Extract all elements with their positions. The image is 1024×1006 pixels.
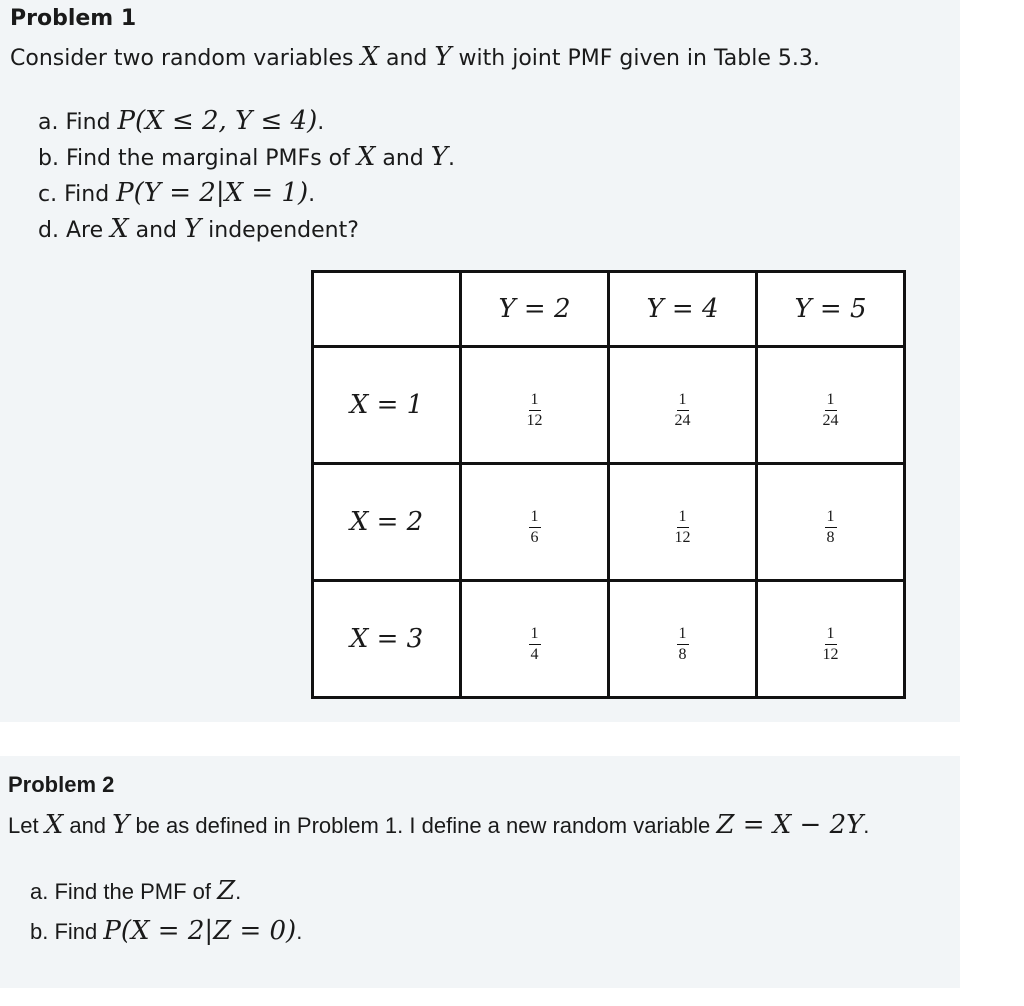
- row-header-x1: X = 1: [313, 347, 461, 464]
- question-1b: b. Find the marginal PMFs of X and Y.: [38, 142, 455, 172]
- question-1d: d. Are X and Y independent?: [38, 214, 359, 244]
- problem-2-panel: [0, 756, 960, 988]
- prob-cell: $\frac{1}{12}$: [609, 464, 757, 581]
- question-2a: a. Find the PMF of Z.: [30, 876, 242, 906]
- table-corner-cell: [313, 272, 461, 347]
- prob-cell: $\frac{1}{4}$: [461, 581, 609, 698]
- prob-cell: $\frac{1}{6}$: [461, 464, 609, 581]
- table-row: [313, 581, 905, 698]
- col-header-y5: Y = 5: [757, 272, 905, 347]
- table-row: [313, 464, 905, 581]
- col-header-y2: Y = 2: [461, 272, 609, 347]
- joint-pmf-table: [311, 270, 906, 699]
- prob-cell: $\frac{1}{8}$: [757, 464, 905, 581]
- table-row: [313, 347, 905, 464]
- problem-1-title: Problem 1: [10, 6, 137, 31]
- question-1a: a. Find P(X ≤ 2, Y ≤ 4).: [38, 106, 325, 136]
- problem-1-intro: Consider two random variables X and Y with joint PMF given in Table 5.3.: [10, 42, 820, 72]
- problem-2-intro: Let X and Y be as defined in Problem 1. I define a new random variable Z = X − 2Y.: [8, 810, 870, 840]
- col-header-y4: Y = 4: [609, 272, 757, 347]
- prob-cell: $\frac{1}{8}$: [609, 581, 757, 698]
- prob-cell: $\frac{1}{24}$: [609, 347, 757, 464]
- question-1c: c. Find P(Y = 2|X = 1).: [38, 178, 316, 208]
- prob-cell: $\frac{1}{12}$: [757, 581, 905, 698]
- prob-cell: $\frac{1}{24}$: [757, 347, 905, 464]
- problem-2-title: Problem 2: [8, 772, 115, 797]
- question-2b: b. Find P(X = 2|Z = 0).: [30, 916, 303, 946]
- table-header-row: [313, 272, 905, 347]
- row-header-x3: X = 3: [313, 581, 461, 698]
- row-header-x2: X = 2: [313, 464, 461, 581]
- prob-cell: $\frac{1}{12}$: [461, 347, 609, 464]
